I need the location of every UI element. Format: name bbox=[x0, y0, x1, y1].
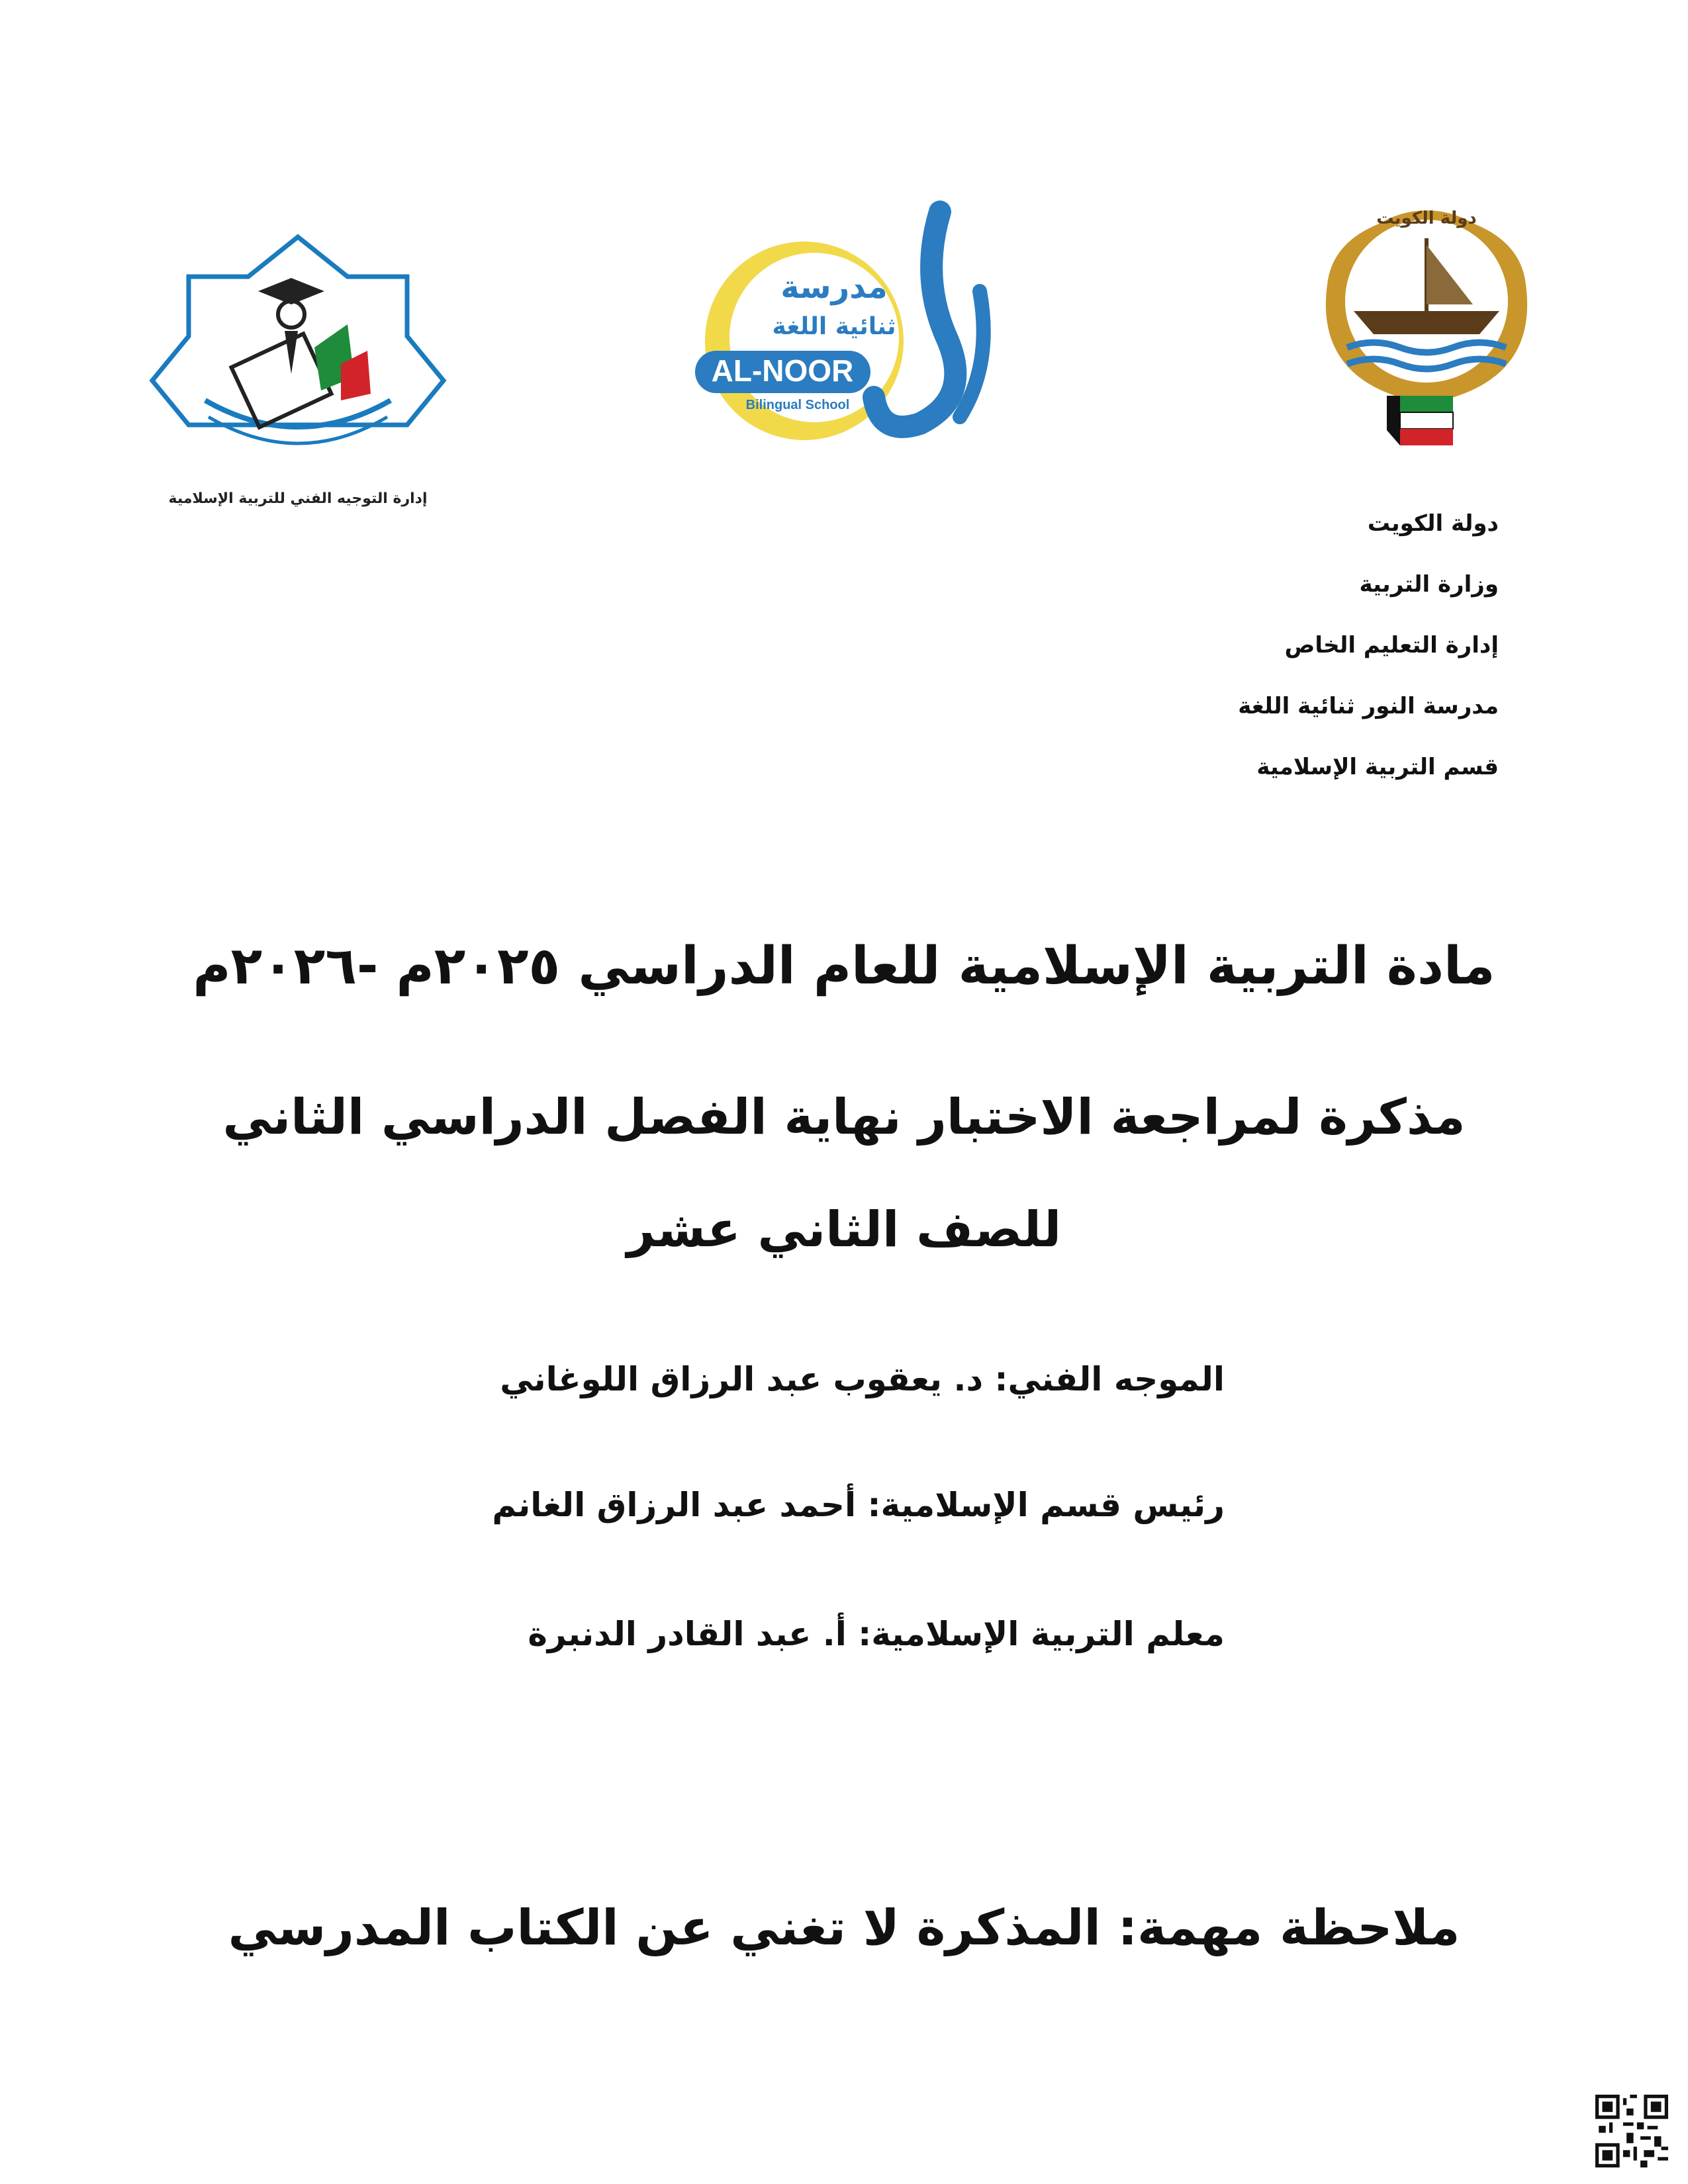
header-school: مدرسة النور ثنائية اللغة bbox=[1238, 693, 1499, 719]
school-logo-english-name: AL-NOOR bbox=[711, 353, 854, 388]
header-country: دولة الكويت bbox=[1367, 510, 1499, 537]
staff-head: رئيس قسم الإسلامية: أحمد عبد الرزاق الغانم bbox=[492, 1486, 1225, 1524]
header-section: قسم التربية الإسلامية bbox=[1256, 754, 1499, 780]
subject-title: مادة التربية الإسلامية للعام الدراسي ٢٠٢٥م -٢٠٢٦م bbox=[193, 936, 1495, 996]
grade-title: للصف الثاني عشر bbox=[626, 1201, 1062, 1258]
kuwait-emblem-icon bbox=[1301, 185, 1552, 477]
memo-title: مذكرة لمراجعة الاختبار نهاية الفصل الدراسي الثاني bbox=[222, 1089, 1466, 1146]
school-logo-line2: ثنائية اللغة bbox=[772, 313, 896, 340]
al-noor-school-logo-icon bbox=[682, 199, 1019, 463]
header-department: إدارة التعليم الخاص bbox=[1284, 632, 1499, 659]
emblem-caption: دولة الكويت bbox=[1376, 208, 1477, 228]
staff-supervisor: الموجه الفني: د. يعقوب عبد الرزاق اللوغاني bbox=[500, 1360, 1225, 1398]
school-logo-line1: مدرسة bbox=[780, 269, 888, 306]
header-block bbox=[903, 493, 1499, 797]
guidance-logo-caption: إدارة التوجيه الفني للتربية الإسلامية bbox=[168, 490, 428, 507]
important-note: ملاحظة مهمة: المذكرة لا تغني عن الكتاب المدرسي bbox=[228, 1899, 1460, 1956]
school-logo-english-sub: Bilingual School bbox=[745, 398, 850, 412]
staff-teacher: معلم التربية الإسلامية: أ. عبد القادر الدنبرة bbox=[528, 1615, 1225, 1653]
header-ministry: وزارة التربية bbox=[1359, 571, 1499, 598]
guidance-logo-icon bbox=[142, 225, 453, 523]
qr-code-icon bbox=[1595, 2095, 1668, 2167]
